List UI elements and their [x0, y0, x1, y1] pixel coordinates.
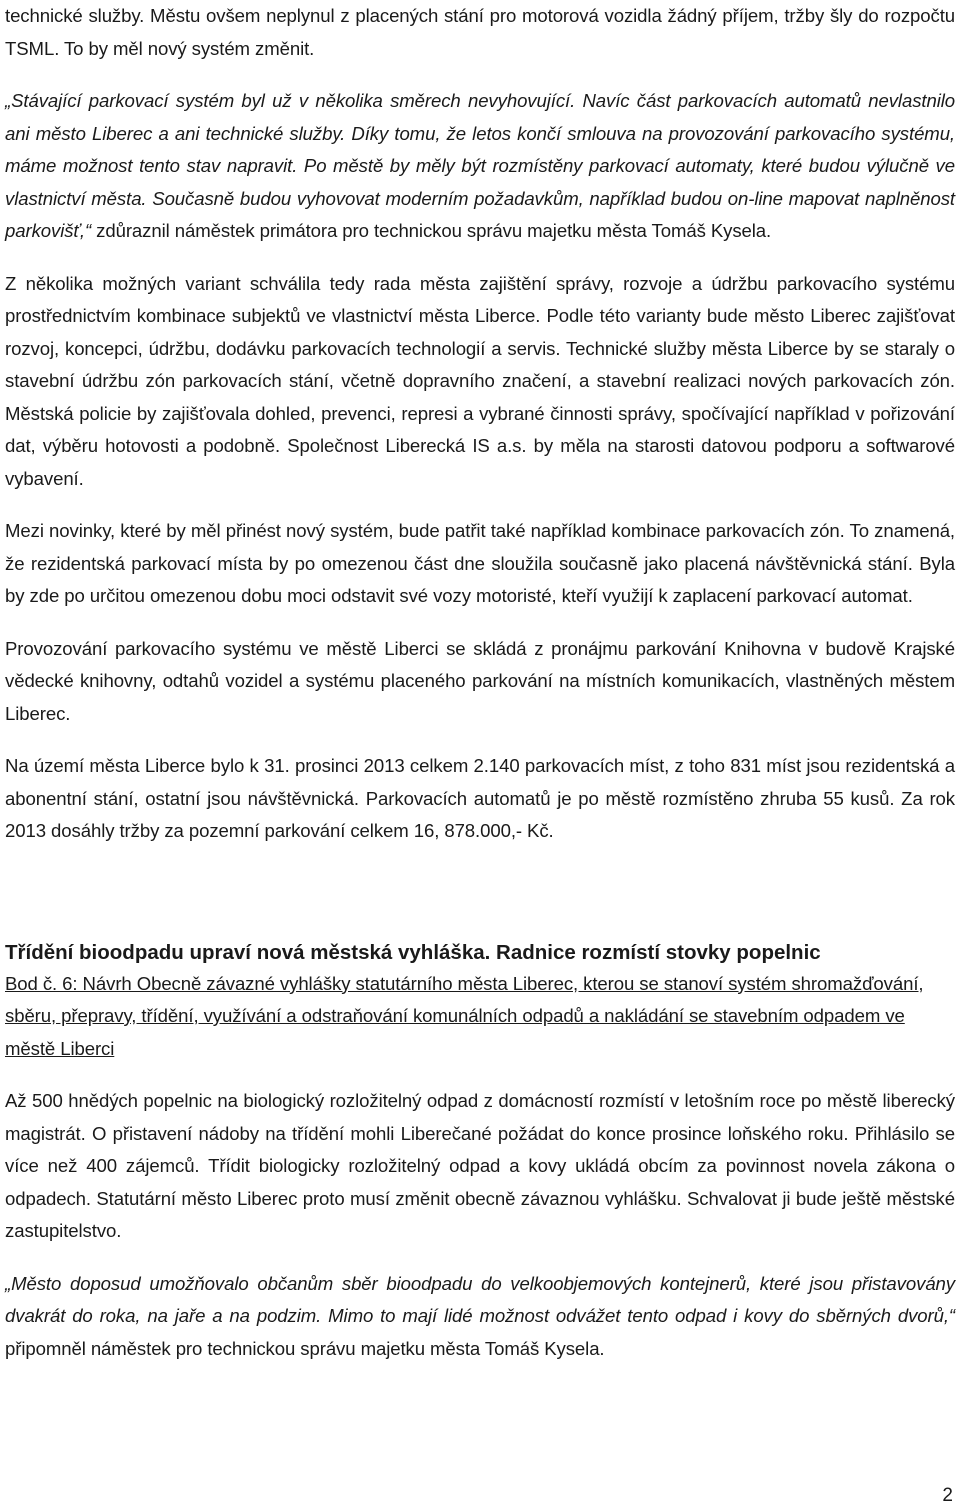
section-heading: Třídění bioodpadu upraví nová městská vyhláška. Radnice rozmístí stovky popelnic: [5, 940, 821, 964]
paragraph: technické služby. Městu ovšem neplynul z placených stání pro motorová vozidla žádný příjem, tržby šly do rozpočtu TSML. To by měl nový systém změnit.: [5, 5, 955, 59]
quote-text: „Stávající parkovací systém byl už v několika směrech nevyhovující. Navíc část parkovacích automatů nevlastnilo ani město Liberec a ani technické služby. Díky tomu, že letos končí smlouva na provozování parkovacího systému, máme možnost tento stav napravit. Po městě by měly být rozmístěny parkovací automaty, které budou výlučně ve vlastnictví města. Současně budou vyhovovat moderním požadavkům, například budou on-line mapovat naplněnost parkovišť,“: [5, 90, 955, 241]
paragraph: Mezi novinky, které by měl přinést nový systém, bude patřit také například kombinace parkovacích zón. To znamená, že rezidentská parkovací místa by po omezenou část dne sloužila současně jako placená návštěvnická stání. Byla by zde po určitou omezenou dobu moci odstavit své vozy motoristé, kteří využijí k zaplacení parkovací automat.: [5, 520, 955, 606]
paragraph: Na území města Liberce bylo k 31. prosinci 2013 celkem 2.140 parkovacích míst, z toho 831 míst jsou rezidentská a abonentní stání, ostatní jsou návštěvnická. Parkovacích automatů je po městě rozmístěno zhruba 55 kusů. Za rok 2013 dosáhly tržby za pozemní parkování celkem 16, 878.000,- Kč.: [5, 755, 955, 841]
attribution-text: zdůraznil náměstek primátora pro technickou správu majetku města Tomáš Kysela.: [91, 220, 772, 241]
quote-paragraph: [5, 1268, 955, 1366]
paragraph: Z několika možných variant schválila tedy rada města zajištění správy, rozvoje a údržbu parkovacího systému prostřednictvím kombinace subjektů ve vlastnictví města Liberce. Podle této varianty bude město Liberec zajišťovat rozvoj, koncepci, údržbu, dodávku parkovacích technologií a servis. Technické služby města Liberce by se staraly o stavební údržbu zón parkovacích stání, včetně dopravního značení, a stavební realizaci nových parkovacích zón. Městská policie by zajišťovala dohled, prevenci, represi a vybrané činnosti správy, spočívající například v pořizování dat, výběru hotovosti a podobně. Společnost Liberecká IS a.s. by měla na starosti datovou podporu a softwarové vybavení.: [5, 272, 955, 489]
paragraph: Provozování parkovacího systému ve městě Liberci se skládá z pronájmu parkování Knihovna v budově Krajské vědecké knihovny, odtahů vozidel a systému placeného parkování na místních komunikacích, vlastněných městem Liberec.: [5, 637, 955, 724]
quote-paragraph: [5, 85, 955, 248]
section-subheading: Bod č. 6: Návrh Obecně závazné vyhlášky statutárního města Liberec, kterou se stanoví systém shromažďování, sběru, přepravy, třídění, využívání a odstraňování komunálních odpadů a nakládání se stavebním odpadem ve městě Liberci: [5, 972, 924, 1059]
quote-text: „Město doposud umožňovalo občanům sběr bioodpadu do velkoobjemových kontejnerů, které jsou přistavovány dvakrát do roka, na jaře a na podzim. Mimo to mají lidé možnost odvážet tento odpad i kovy do sběrných dvorů,“: [5, 1272, 955, 1326]
document-page: [5, 0, 955, 1365]
page-number: 2: [942, 1485, 953, 1506]
attribution-text: připomněl náměstek pro technickou správu majetku města Tomáš Kysela.: [5, 1337, 605, 1359]
paragraph: Až 500 hnědých popelnic na biologický rozložitelný odpad z domácností rozmístí v letošním roce po městě liberecký magistrát. O přistavení nádoby na třídění mohli Liberečané požádat do konce prosince loňského roku. Přihlásilo se více než 400 zájemců. Třídit biologicky rozložitelný odpad a kovy ukládá obcím za povinnost novela zákona o odpadech. Statutární město Liberec proto musí změnit obecně závaznou vyhlášku. Schvalovat ji bude ještě městské zastupitelstvo.: [5, 1090, 955, 1241]
